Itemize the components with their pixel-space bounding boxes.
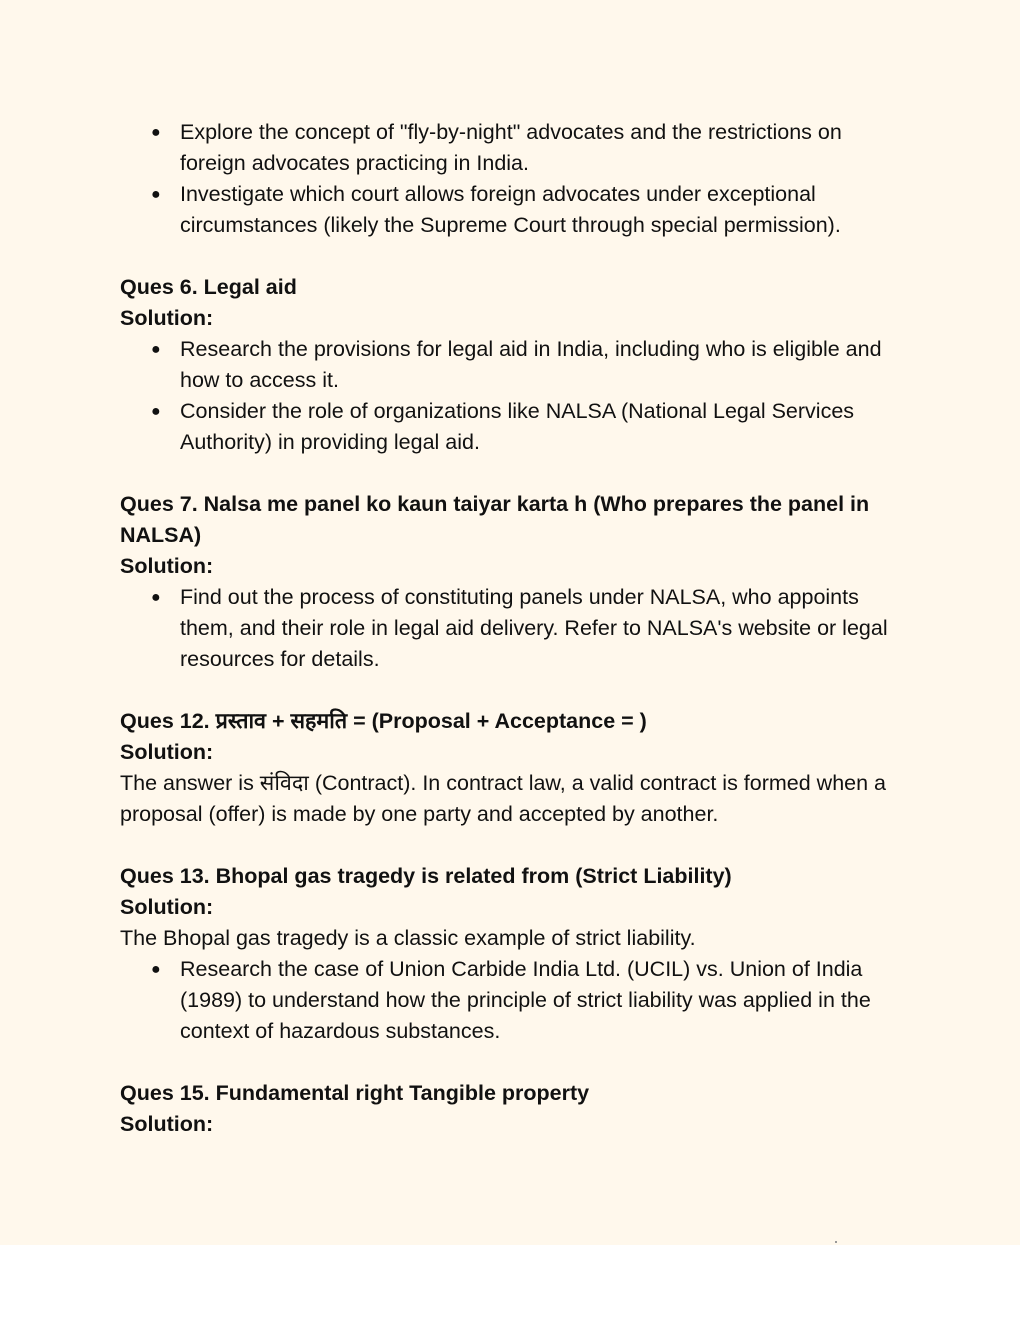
- bullet-icon: ●: [151, 124, 161, 141]
- document-content: [120, 117, 910, 1171]
- bullet-icon: ●: [151, 589, 161, 606]
- question-12-section: [120, 706, 910, 830]
- bullet-icon: ●: [151, 961, 161, 978]
- question-12-answer-text: The answer is संविदा (Contract). In contract law, a valid contract is formed when a proposal (offer) is made by one party and accepted by another.: [120, 771, 887, 826]
- list-item-text: Research the case of Union Carbide India Ltd. (UCIL) vs. Union of India (1989) to understand how the principle of strict liability was applied in the context of hazardous substances.: [180, 957, 871, 1043]
- question-13-bullet-list: [120, 954, 910, 1047]
- bullet-icon: ●: [151, 341, 161, 358]
- list-item-text: Investigate which court allows foreign advocates under exceptional circumstances (likely the Supreme Court through special permission).: [180, 182, 841, 237]
- question-15-solution-label: Solution:: [120, 1112, 214, 1136]
- question-7-title: Ques 7. Nalsa me panel ko kaun taiyar karta h (Who prepares the panel in NALSA): [120, 492, 870, 547]
- question-12-solution-label: Solution:: [120, 740, 214, 764]
- question-7-solution-label: Solution:: [120, 554, 214, 578]
- question-13-answer-text: The Bhopal gas tragedy is a classic example of strict liability.: [120, 926, 696, 950]
- intro-section: [120, 117, 910, 241]
- list-item: [120, 334, 910, 396]
- list-item: [120, 582, 910, 675]
- question-13-title: Ques 13. Bhopal gas tragedy is related from (Strict Liability): [120, 864, 732, 888]
- list-item: [120, 117, 910, 179]
- list-item: [120, 179, 910, 241]
- stray-dot-mark: [835, 1241, 837, 1243]
- question-6-section: [120, 272, 910, 458]
- bullet-icon: ●: [151, 403, 161, 420]
- list-item-text: Explore the concept of "fly-by-night" advocates and the restrictions on foreign advocates practicing in India.: [180, 120, 842, 175]
- question-13-section: [120, 861, 910, 1047]
- question-7-bullet-list: [120, 582, 910, 675]
- question-12-title: Ques 12. प्रस्ताव + सहमति = (Proposal + Acceptance = ): [120, 709, 647, 733]
- question-6-bullet-list: [120, 334, 910, 458]
- question-7-section: [120, 489, 910, 675]
- question-13-solution-label: Solution:: [120, 895, 214, 919]
- list-item-text: Research the provisions for legal aid in India, including who is eligible and how to access it.: [180, 337, 882, 392]
- list-item-text: Find out the process of constituting panels under NALSA, who appoints them, and their role in legal aid delivery. Refer to NALSA's website or legal resources for details.: [180, 585, 888, 671]
- question-6-title: Ques 6. Legal aid: [120, 275, 297, 299]
- question-15-section: [120, 1078, 910, 1140]
- question-15-title: Ques 15. Fundamental right Tangible property: [120, 1081, 590, 1105]
- list-item-text: Consider the role of organizations like NALSA (National Legal Services Authority) in providing legal aid.: [180, 399, 855, 454]
- bullet-icon: ●: [151, 186, 161, 203]
- question-6-solution-label: Solution:: [120, 306, 214, 330]
- list-item: [120, 954, 910, 1047]
- list-item: [120, 396, 910, 458]
- intro-bullet-list: [120, 117, 910, 241]
